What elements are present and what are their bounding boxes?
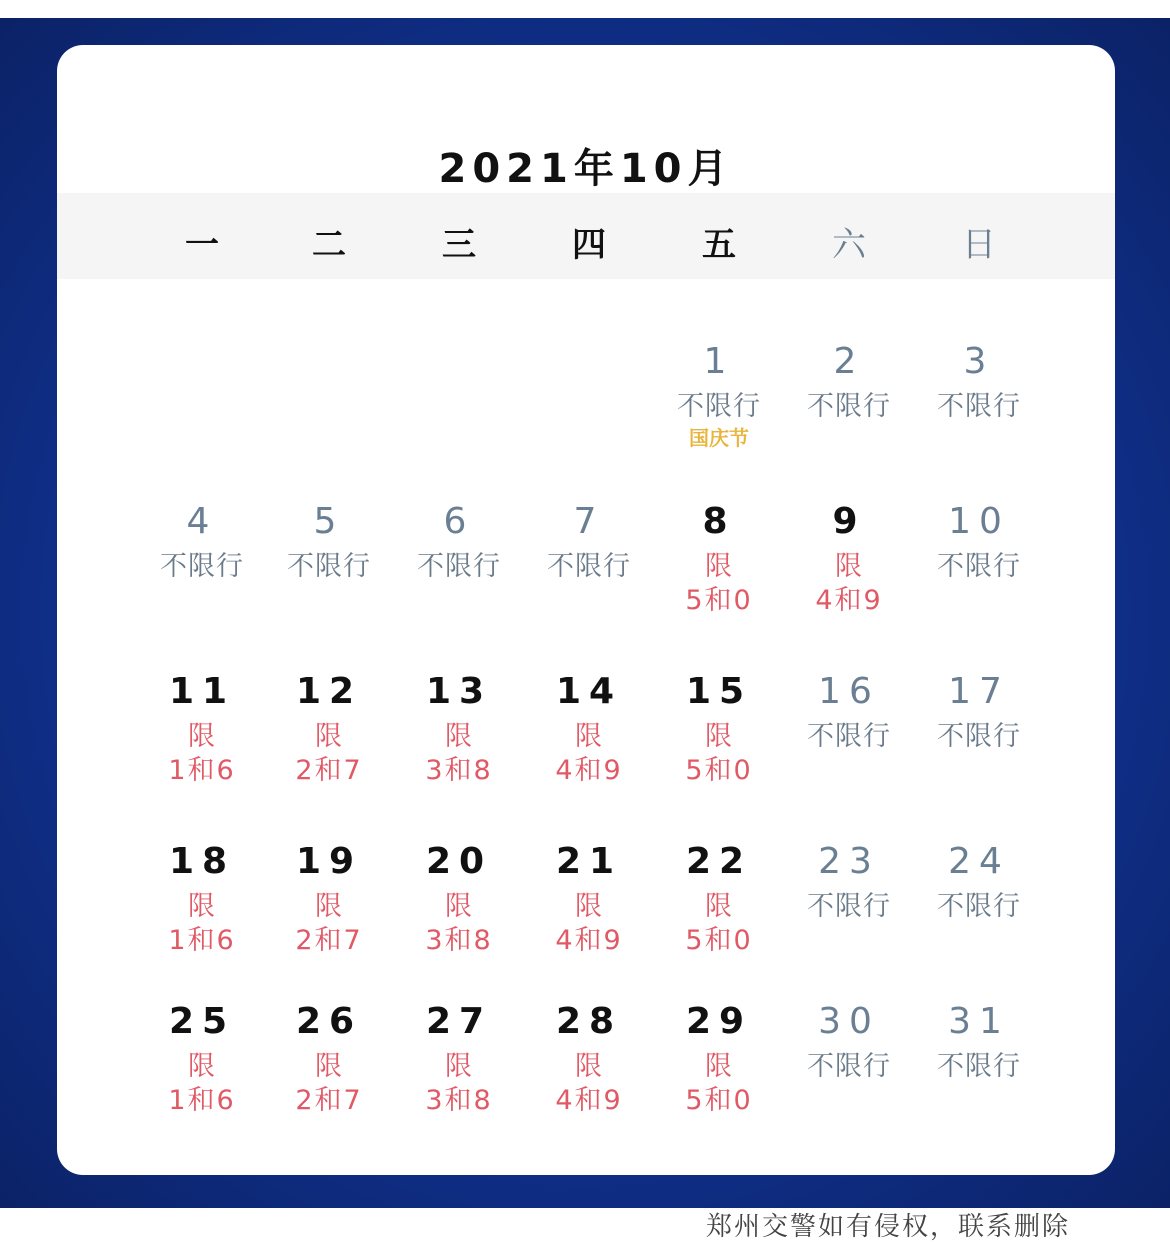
day-cell	[916, 342, 1042, 424]
day-number: 27	[425, 1001, 493, 1042]
restricted-digits: 3和8	[425, 755, 493, 786]
restricted-digits: 2和7	[295, 1085, 363, 1116]
restriction-label: 限	[705, 891, 733, 922]
day-cell	[526, 502, 652, 584]
day-cell	[916, 672, 1042, 754]
restriction-label: 限	[445, 721, 473, 752]
day-cell	[266, 1002, 392, 1118]
restricted-digits: 4和9	[555, 1085, 623, 1116]
no-restriction-label: 不限行	[417, 551, 501, 582]
day-number: 3	[963, 341, 995, 382]
day-cell	[266, 842, 392, 958]
day-number: 28	[555, 1001, 623, 1042]
day-number: 16	[818, 671, 880, 712]
restricted-digits: 2和7	[295, 755, 363, 786]
calendar-card	[57, 45, 1115, 1175]
day-number: 1	[703, 341, 735, 382]
watermark-text: 郑州交警如有侵权，联系删除	[705, 1212, 1070, 1242]
day-cell	[266, 502, 392, 584]
day-cell	[396, 842, 522, 958]
day-number: 9	[832, 501, 866, 542]
restricted-digits: 5和0	[685, 755, 753, 786]
restricted-digits: 1和6	[168, 755, 236, 786]
restriction-label: 限	[445, 891, 473, 922]
day-cell	[396, 502, 522, 584]
restriction-label: 限	[575, 1051, 603, 1082]
day-number: 20	[425, 841, 493, 882]
restriction-label: 限	[575, 891, 603, 922]
day-number: 14	[555, 671, 623, 712]
day-cell	[786, 842, 912, 924]
day-number: 26	[295, 1001, 363, 1042]
restricted-digits: 4和9	[555, 755, 623, 786]
day-cell	[786, 1002, 912, 1084]
restricted-digits: 3和8	[425, 1085, 493, 1116]
day-number: 8	[702, 501, 736, 542]
day-cell	[396, 1002, 522, 1118]
no-restriction-label: 不限行	[807, 1051, 891, 1082]
day-number: 23	[818, 841, 880, 882]
day-number: 24	[948, 841, 1010, 882]
restricted-digits: 1和6	[168, 1085, 236, 1116]
day-cell	[656, 842, 782, 958]
day-cell	[916, 1002, 1042, 1084]
restricted-digits: 5和0	[685, 925, 753, 956]
restricted-digits: 4和9	[815, 585, 883, 616]
day-cell	[526, 1002, 652, 1118]
day-number: 22	[685, 841, 753, 882]
no-restriction-label: 不限行	[677, 391, 761, 422]
day-cell	[139, 502, 265, 584]
day-number: 17	[948, 671, 1010, 712]
day-number: 4	[186, 501, 218, 542]
day-number: 18	[168, 841, 236, 882]
day-cell	[656, 1002, 782, 1118]
weekday-2: 二	[312, 225, 346, 265]
restricted-digits: 1和6	[168, 925, 236, 956]
restriction-label: 限	[188, 721, 216, 752]
day-number: 15	[685, 671, 753, 712]
day-cell	[786, 502, 912, 618]
day-number: 11	[168, 671, 236, 712]
day-number: 13	[425, 671, 493, 712]
restricted-digits: 5和0	[685, 585, 753, 616]
restriction-label: 限	[705, 551, 733, 582]
day-cell	[139, 672, 265, 788]
restriction-label: 限	[188, 891, 216, 922]
restriction-label: 限	[315, 1051, 343, 1082]
day-number: 30	[818, 1001, 880, 1042]
day-cell	[526, 672, 652, 788]
restricted-digits: 3和8	[425, 925, 493, 956]
restriction-label: 限	[315, 721, 343, 752]
restriction-label: 限	[705, 721, 733, 752]
day-number: 10	[948, 501, 1010, 542]
no-restriction-label: 不限行	[160, 551, 244, 582]
no-restriction-label: 不限行	[547, 551, 631, 582]
day-number: 25	[168, 1001, 236, 1042]
restricted-digits: 2和7	[295, 925, 363, 956]
restriction-label: 限	[315, 891, 343, 922]
restricted-digits: 4和9	[555, 925, 623, 956]
restricted-digits: 5和0	[685, 1085, 753, 1116]
day-cell	[786, 342, 912, 424]
weekday-header	[57, 193, 1115, 279]
day-number: 5	[313, 501, 345, 542]
day-cell	[526, 842, 652, 958]
no-restriction-label: 不限行	[807, 721, 891, 752]
day-cell	[656, 342, 782, 452]
restriction-label: 限	[188, 1051, 216, 1082]
holiday-label: 国庆节	[689, 426, 749, 450]
day-cell	[656, 502, 782, 618]
footer	[0, 1208, 1170, 1241]
day-cell	[139, 842, 265, 958]
no-restriction-label: 不限行	[937, 1051, 1021, 1082]
day-cell	[139, 1002, 265, 1118]
day-cell	[916, 842, 1042, 924]
restriction-label: 限	[575, 721, 603, 752]
restriction-label: 限	[835, 551, 863, 582]
calendar-title: 2021年10月	[438, 146, 734, 192]
day-cell	[916, 502, 1042, 584]
restriction-label: 限	[705, 1051, 733, 1082]
day-cell	[656, 672, 782, 788]
day-number: 29	[685, 1001, 753, 1042]
day-cell	[786, 672, 912, 754]
day-cell	[266, 672, 392, 788]
no-restriction-label: 不限行	[937, 391, 1021, 422]
no-restriction-label: 不限行	[937, 721, 1021, 752]
weekday-7: 日	[962, 225, 996, 265]
day-number: 19	[295, 841, 363, 882]
weekday-5: 五	[702, 225, 736, 265]
day-cell	[396, 672, 522, 788]
day-number: 2	[833, 341, 865, 382]
no-restriction-label: 不限行	[807, 391, 891, 422]
no-restriction-label: 不限行	[937, 891, 1021, 922]
weekday-4: 四	[572, 225, 606, 265]
day-number: 12	[295, 671, 363, 712]
weekday-1: 一	[185, 225, 219, 265]
day-number: 31	[948, 1001, 1010, 1042]
no-restriction-label: 不限行	[937, 551, 1021, 582]
weekday-3: 三	[442, 225, 476, 265]
no-restriction-label: 不限行	[287, 551, 371, 582]
day-number: 7	[573, 501, 605, 542]
weekday-6: 六	[832, 225, 866, 265]
day-number: 21	[555, 841, 623, 882]
no-restriction-label: 不限行	[807, 891, 891, 922]
restriction-label: 限	[445, 1051, 473, 1082]
day-number: 6	[443, 501, 475, 542]
